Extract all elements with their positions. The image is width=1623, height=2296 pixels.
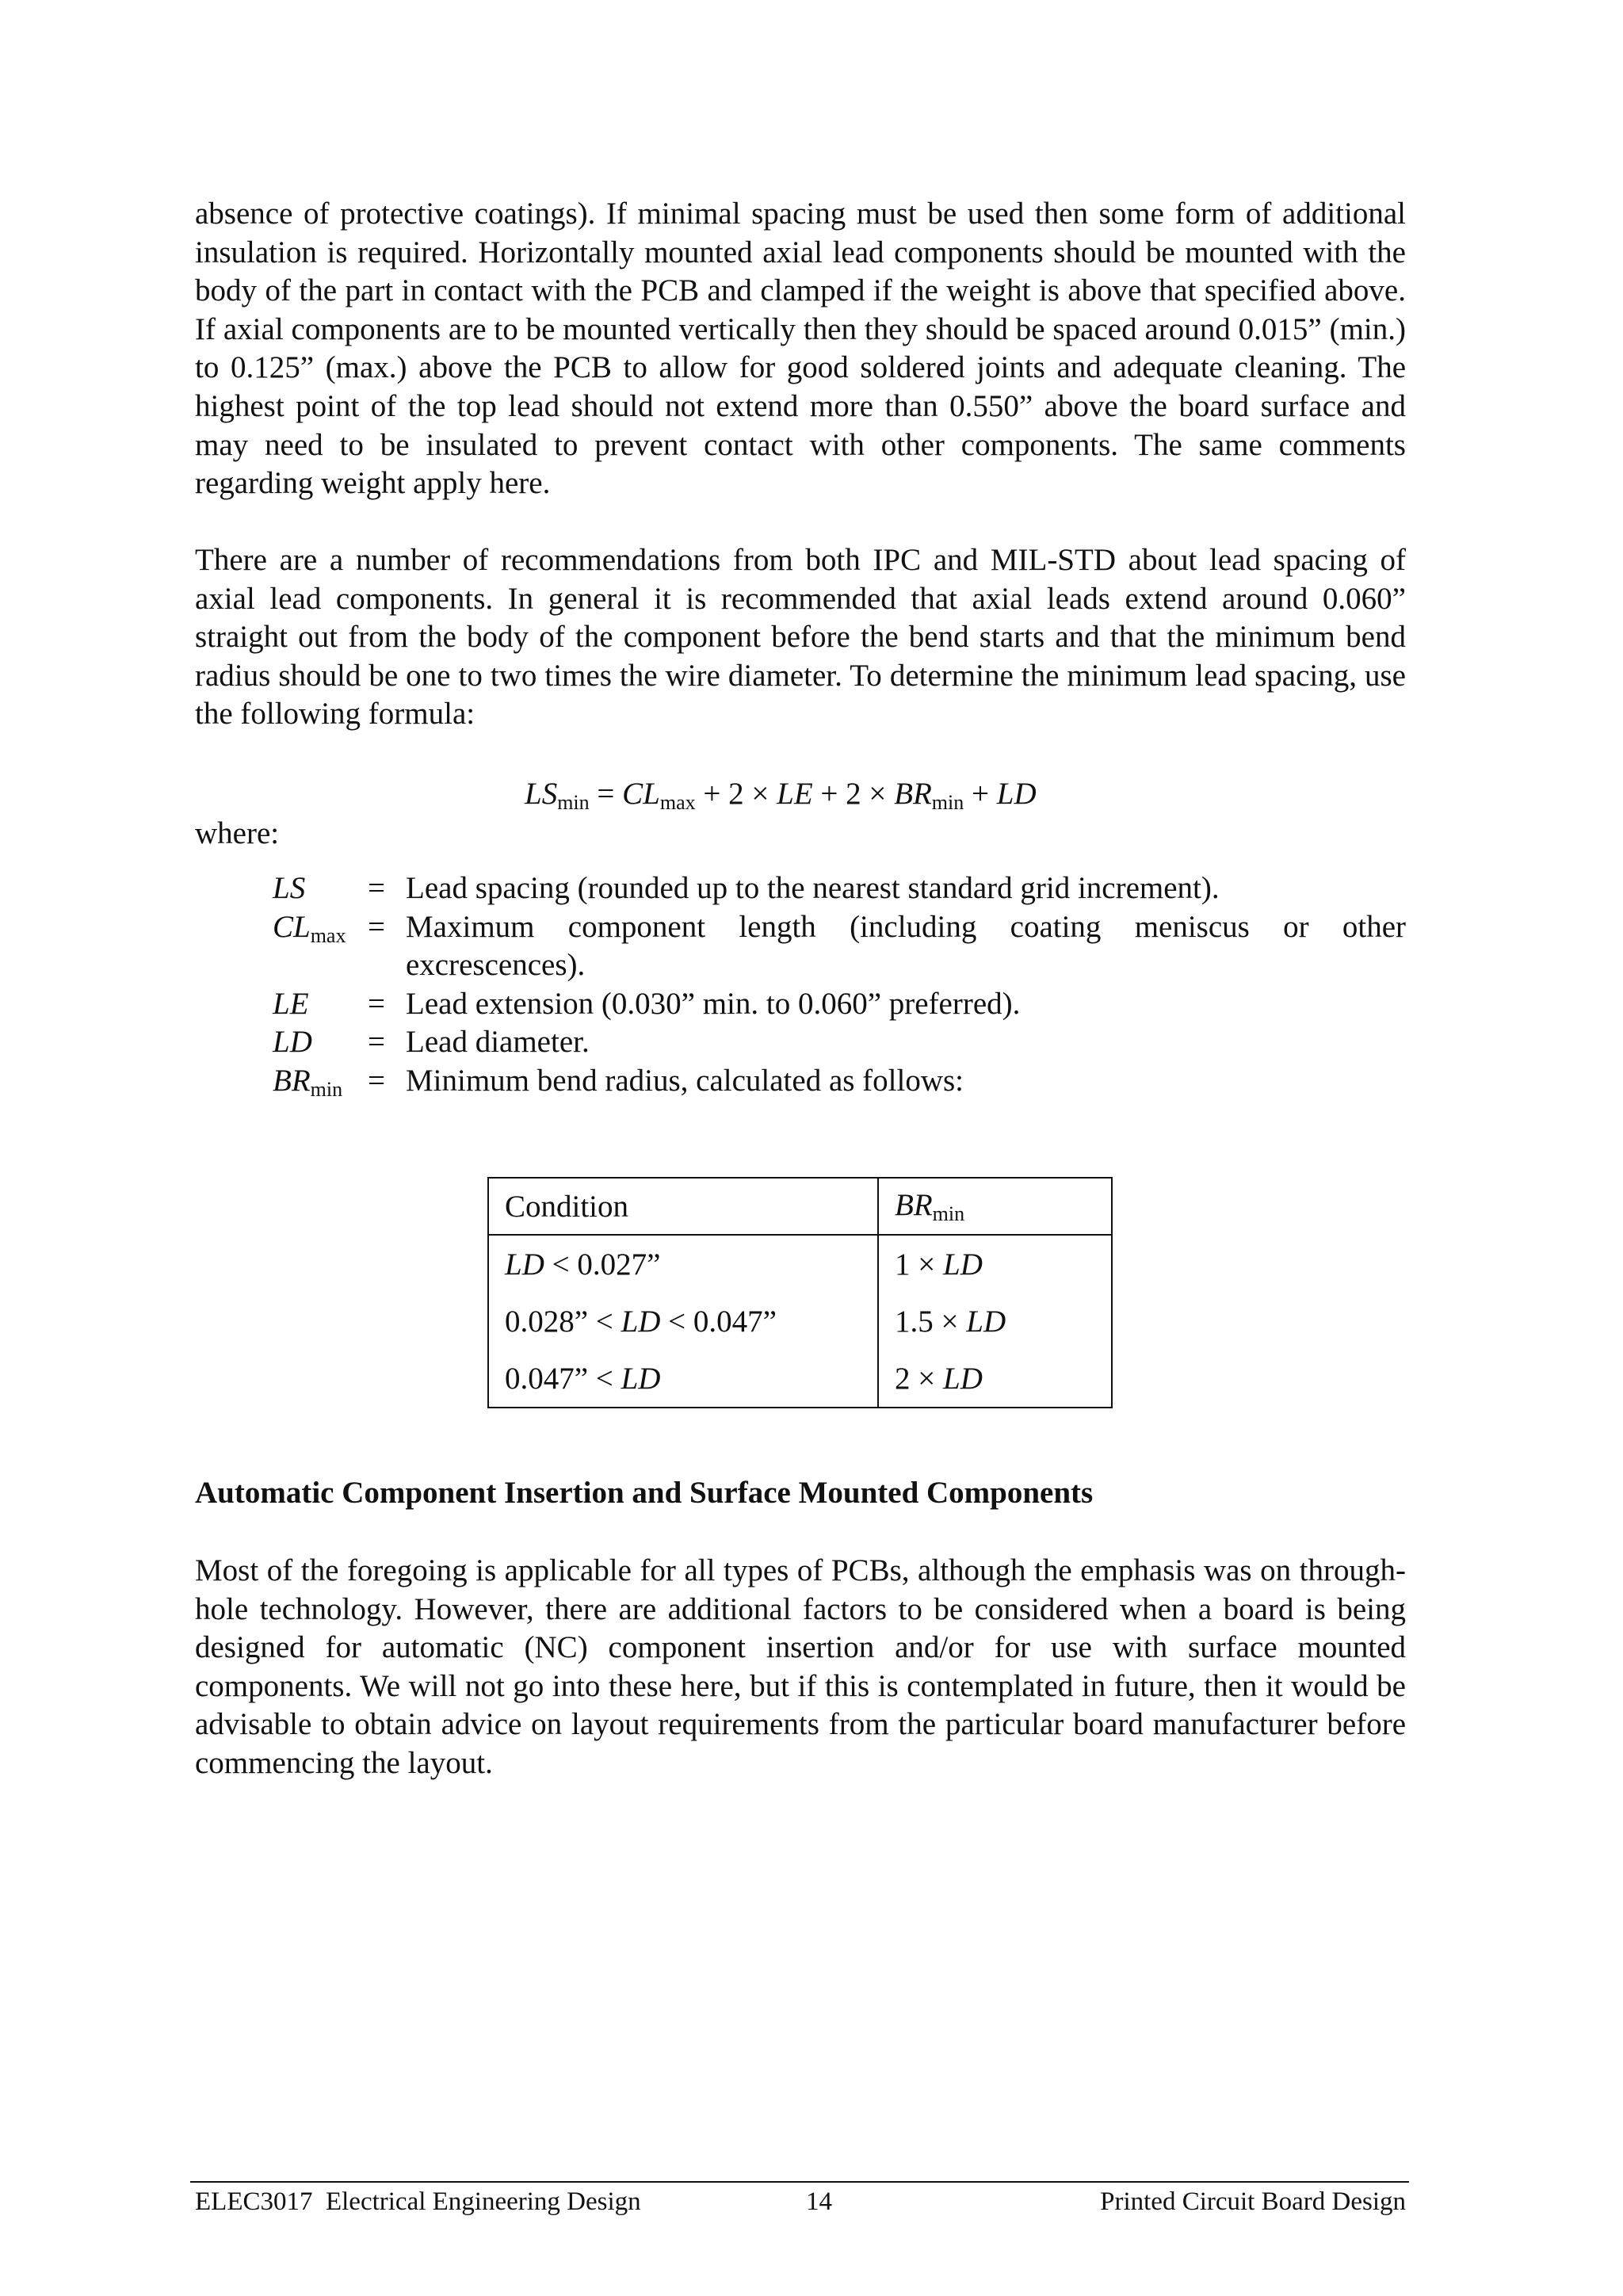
condition-variable: LD — [621, 1361, 661, 1396]
formula-le: LE — [777, 777, 813, 811]
table-row — [488, 1235, 1112, 1293]
definition-equals: = — [368, 1025, 385, 1060]
definition-symbol: LD — [273, 1025, 312, 1060]
definitions-list — [273, 869, 1406, 1110]
definition-symbol: BR — [273, 1063, 311, 1098]
section-heading: Automatic Component Insertion and Surface Mounted Components — [195, 1476, 1094, 1510]
bend-radius-table — [487, 1177, 1113, 1408]
definition-text: Minimum bend radius, calculated as follows: — [406, 1063, 964, 1098]
definition-text: Lead diameter. — [406, 1025, 590, 1060]
definition-symbol: LS — [273, 871, 306, 905]
formula-cl-sub: max — [659, 791, 696, 814]
lead-spacing-formula — [525, 775, 1037, 822]
table-header-row — [488, 1178, 1112, 1235]
definition-subscript: max — [310, 923, 346, 947]
definition-symbol: LE — [273, 986, 309, 1021]
br-factor: 1 × — [895, 1247, 943, 1282]
table-cell-condition — [488, 1293, 878, 1350]
definition-text: Maximum component length (including coating meniscus or other excrescences). — [406, 909, 1406, 983]
condition-variable: LD — [621, 1304, 661, 1339]
condition-prefix: 0.047” < — [505, 1361, 621, 1396]
formula-plus3: + — [964, 777, 997, 811]
br-variable: LD — [966, 1304, 1006, 1339]
where-label: where: — [195, 816, 280, 850]
formula-cl: CL — [622, 777, 660, 811]
definition-equals: = — [368, 871, 385, 905]
definition-le — [273, 985, 1406, 1024]
table-row — [488, 1350, 1112, 1408]
formula-br: BR — [894, 777, 932, 811]
table-row — [488, 1293, 1112, 1350]
condition-prefix: 0.028” < — [505, 1304, 621, 1339]
paragraph-insulation-spacing: absence of protective coatings). If minimal spacing must be used then some form of additional insulation is required. Horizontally mounted axial lead components should be mounted with the body of the part in contact with the PCB and clamped if the weight is above that specified above. If axial components are to be mounted vertically then they should be spaced around 0.015” (min.) to 0.125” (max.) above the PCB to allow for good soldered joints and adequate cleaning. The highest point of the top lead should not extend more than 0.550” above the board surface and may need to be insulated to prevent contact with other components. The same comments regarding weight apply here. — [195, 197, 1406, 501]
definition-subscript: min — [310, 1077, 343, 1101]
table-header-br-sub: min — [932, 1201, 965, 1225]
footer-divider — [190, 2181, 1409, 2183]
footer-title: Printed Circuit Board Design — [1100, 2187, 1406, 2216]
paragraph-lead-spacing: There are a number of recommendations from both IPC and MIL-STD about lead spacing of axial lead components. In general it is recommended that axial leads extend around 0.060” straight out from the body of the component before the bend starts and that the minimum bend radius should be one to two times the wire diameter. To determine the minimum lead spacing, use the following formula: — [195, 543, 1406, 732]
table-cell-condition — [488, 1235, 878, 1293]
definition-symbol: CL — [273, 909, 311, 944]
definition-cl-max — [273, 908, 1406, 985]
formula-plus2: + 2 × — [812, 777, 895, 811]
table-cell-br — [878, 1293, 1112, 1350]
footer-course: ELEC3017 Electrical Engineering Design — [195, 2187, 641, 2216]
formula-ls: LS — [525, 777, 558, 811]
table-cell-condition — [488, 1350, 878, 1408]
condition-variable: LD — [505, 1247, 544, 1282]
condition-suffix: < 0.047” — [660, 1304, 777, 1339]
table-cell-br — [878, 1235, 1112, 1293]
table-cell-br — [878, 1350, 1112, 1408]
formula-eq: = — [589, 777, 623, 811]
definition-equals: = — [368, 909, 385, 944]
definition-equals: = — [368, 1063, 385, 1098]
condition-suffix: < 0.027” — [544, 1247, 661, 1282]
definition-br-min — [273, 1062, 1406, 1110]
definition-ls — [273, 869, 1406, 908]
formula-ld: LD — [996, 777, 1037, 811]
definition-text: Lead extension (0.030” min. to 0.060” preferred). — [406, 986, 1021, 1021]
table-header-condition: Condition — [488, 1178, 878, 1235]
formula-plus1: + 2 × — [695, 777, 777, 811]
br-factor: 2 × — [895, 1361, 943, 1396]
paragraph-automatic-insertion: Most of the foregoing is applicable for all types of PCBs, although the emphasis was on through-hole technology. However, there are additional factors to be considered when a board is being designed for automatic (NC) component insertion and/or for use with surface mounted components. We will not go into these here, but if this is contemplated in future, then it would be advisable to obtain advice on layout requirements from the particular board manufacturer before commencing the layout. — [195, 1553, 1406, 1780]
definition-equals: = — [368, 986, 385, 1021]
br-factor: 1.5 × — [895, 1304, 967, 1339]
footer-page-number: 14 — [806, 2187, 832, 2216]
table-header-br-symbol: BR — [895, 1187, 933, 1222]
definition-ld — [273, 1023, 1406, 1062]
definition-text: Lead spacing (rounded up to the nearest standard grid increment). — [406, 871, 1220, 905]
formula-ls-sub: min — [557, 791, 590, 814]
formula-br-sub: min — [931, 791, 964, 814]
table-header-br — [878, 1178, 1112, 1235]
br-variable: LD — [943, 1361, 983, 1396]
br-variable: LD — [943, 1247, 983, 1282]
